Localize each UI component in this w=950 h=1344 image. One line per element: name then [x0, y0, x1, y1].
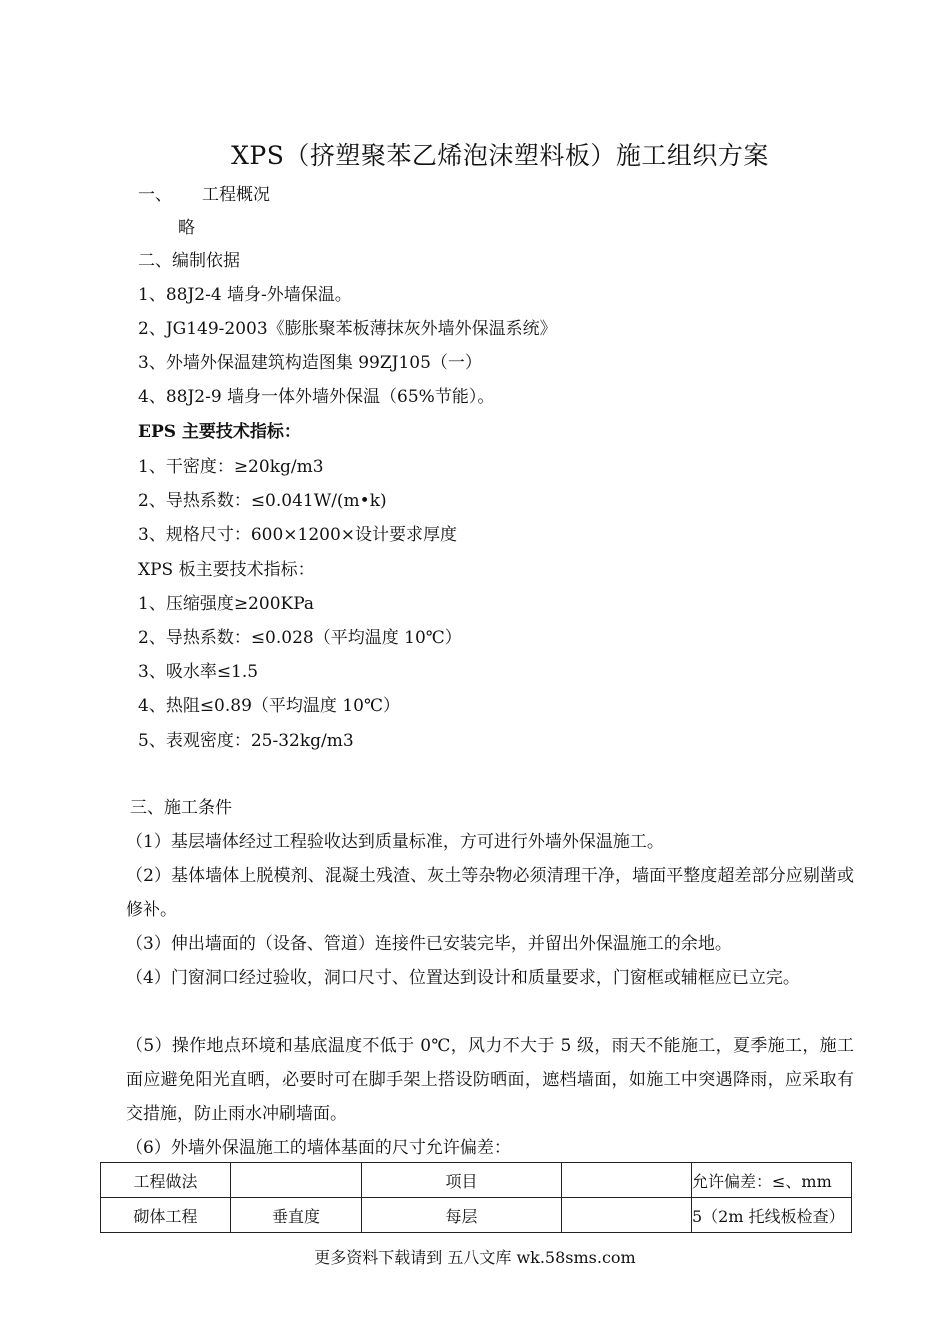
section1-number: 一、: [138, 185, 172, 205]
table-cell: 每层: [362, 1198, 562, 1233]
document-title: XPS（挤塑聚苯乙烯泡沫塑料板）施工组织方案: [231, 141, 769, 170]
xps-item: 4、热阻≤0.89（平均温度 10℃）: [138, 696, 400, 716]
table-cell: 砌体工程: [101, 1198, 231, 1233]
table-header-cell: 允许偏差：≤、mm: [692, 1163, 852, 1198]
basis-item: 1、88J2-4 墙身-外墙保温。: [138, 285, 352, 305]
table-row: [101, 1198, 852, 1233]
section2-heading: 二、编制依据: [138, 251, 240, 271]
condition-paragraph: （5）操作地点环境和基底温度不低于 0℃，风力不大于 5 级，雨天不能施工，夏季施工，施工面应避免阳光直晒，必要时可在脚手架上搭设防晒面，遮档墙面，如施工中突遇降雨，应采取有交措施，防止雨水冲刷墙面。: [126, 1036, 854, 1124]
table-header-cell: [231, 1163, 362, 1198]
condition-paragraph: （3）伸出墙面的（设备、管道）连接件已安装完毕，并留出外保温施工的余地。: [126, 934, 732, 954]
basis-item: 2、JG149-2003《膨胀聚苯板薄抹灰外墙外保温系统》: [138, 319, 557, 339]
condition-paragraph: （1）基层墙体经过工程验收达到质量标准，方可进行外墙外保温施工。: [126, 832, 664, 852]
section1-body: 略: [178, 218, 195, 238]
table-header-cell: 项目: [362, 1163, 562, 1198]
xps-item: 1、压缩强度≥200KPa: [138, 594, 315, 614]
table-header-cell: 工程做法: [101, 1163, 231, 1198]
condition-paragraph: （6）外墙外保温施工的墙体基面的尺寸允许偏差：: [126, 1138, 511, 1158]
table-header-cell: [562, 1163, 692, 1198]
table-cell: 5（2m 托线板检查）: [692, 1198, 852, 1233]
basis-item: 4、88J2-9 墙身一体外墙外保温（65%节能）。: [138, 387, 495, 407]
table-cell: 垂直度: [231, 1198, 362, 1233]
condition-paragraph: （4）门窗洞口经过验收，洞口尺寸、位置达到设计和质量要求，门窗框或辅框应已立完。: [126, 968, 800, 988]
section1-heading: 工程概况: [202, 185, 270, 205]
xps-item: 5、表观密度：25-32kg/m3: [138, 731, 354, 751]
footer-note: 更多资料下载请到 五八文库 wk.58sms.com: [314, 1248, 636, 1267]
tolerance-table: [100, 1162, 852, 1233]
xps-item: 3、吸水率≤1.5: [138, 662, 259, 682]
table-cell: [562, 1198, 692, 1233]
table-header-row: [101, 1163, 852, 1198]
eps-item: 3、规格尺寸：600×1200×设计要求厚度: [138, 525, 458, 545]
eps-item: 2、导热系数：≤0.041W/(m•k): [138, 491, 387, 511]
xps-item: 2、导热系数：≤0.028（平均温度 10℃）: [138, 628, 462, 648]
condition-paragraph: （2）基体墙体上脱模剂、混凝土残渣、灰土等杂物必须清理干净，墙面平整度超差部分应剔凿或修补。: [126, 866, 854, 920]
section3-heading: 三、施工条件: [130, 798, 232, 818]
basis-item: 3、外墙外保温建筑构造图集 99ZJ105（一）: [138, 353, 482, 373]
eps-heading: EPS 主要技术指标：: [138, 422, 301, 442]
eps-item: 1、干密度：≥20kg/m3: [138, 457, 324, 477]
xps-heading: XPS 板主要技术指标：: [138, 560, 315, 580]
